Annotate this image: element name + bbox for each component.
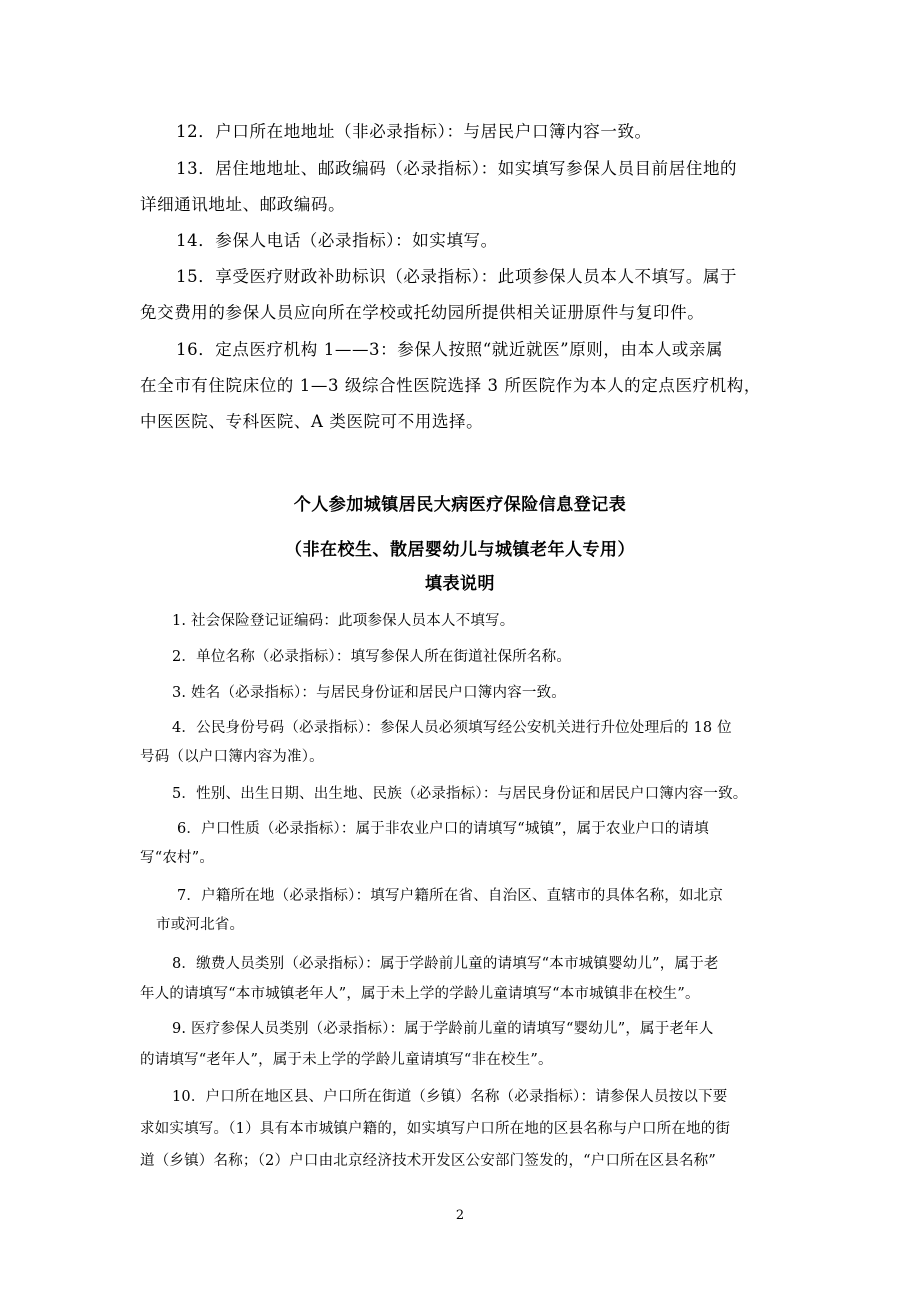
item-2: 2．单位名称（必录指标）：填写参保人所在街道社保所名称。 <box>172 649 572 665</box>
item-10-line-3: 道（乡镇）名称；（2）户口由北京经济技术开发区公安部门签发的，“户口所在区县名称” <box>140 1153 716 1169</box>
item-10-line-1: 10．户口所在地区县、户口所在街道（乡镇）名称（必录指标）：请参保人员按以下要 <box>172 1089 728 1105</box>
page-number: 2 <box>455 1208 465 1223</box>
item-16-line-3: 中医医院、专科医院、A 类医院可不用选择。 <box>140 412 484 431</box>
item-5: 5．性别、出生日期、出生地、民族（必录指标）：与居民身份证和居民户口簿内容一致。 <box>172 786 748 802</box>
item-3: 3. 姓名（必录指标）：与居民身份证和居民户口簿内容一致。 <box>172 685 566 701</box>
form-title: 个人参加城镇居民大病医疗保险信息登记表 <box>293 495 627 515</box>
item-16-line-1: 16．定点医疗机构 1——3：参保人按照“就近就医”原则，由本人或亲属 <box>176 340 724 359</box>
item-13-line-1: 13．居住地地址、邮政编码（必录指标）：如实填写参保人员目前居住地的 <box>176 159 738 178</box>
item-4-line-1: 4．公民身份号码（必录指标）：参保人员必须填写经公安机关进行升位处理后的 18 位 <box>172 720 732 736</box>
item-7-line-1: 7．户籍所在地（必录指标）：填写户籍所在省、自治区、直辖市的具体名称，如北京 <box>177 888 724 904</box>
item-15-line-2: 免交费用的参保人员应向所在学校或托幼园所提供相关证册原件与复印件。 <box>140 303 705 322</box>
item-10-line-2: 求如实填写。（1）具有本市城镇户籍的，如实填写户口所在地的区县名称与户口所在地的街 <box>140 1121 731 1137</box>
item-1: 1. 社会保险登记证编码：此项参保人员本人不填写。 <box>172 613 515 629</box>
item-15-line-1: 15．享受医疗财政补助标识（必录指标）：此项参保人员本人不填写。属于 <box>176 267 738 286</box>
item-13-line-2: 详细通讯地址、邮政编码。 <box>140 195 346 214</box>
item-16-line-2: 在全市有住院床位的 1—3 级综合性医院选择 3 所医院作为本人的定点医疗机构， <box>140 376 761 395</box>
item-4-line-2: 号码（以户口簿内容为准）。 <box>140 749 324 765</box>
item-6-line-2: 写“农村”。 <box>140 850 215 866</box>
item-14: 14．参保人电话（必录指标）：如实填写。 <box>176 231 498 250</box>
form-subtitle: （非在校生、散居婴幼儿与城镇老年人专用） <box>285 540 635 560</box>
item-8-line-2: 年人的请填写“本市城镇老年人”，属于未上学的学龄儿童请填写“本市城镇非在校生”。 <box>140 986 700 1002</box>
item-6-line-1: 6．户口性质（必录指标）：属于非农业户口的请填写“城镇”，属于农业户口的请填 <box>177 821 709 837</box>
item-9-line-2: 的请填写“老年人”，属于未上学的学龄儿童请填写“非在校生”。 <box>140 1052 553 1068</box>
instructions-heading: 填表说明 <box>425 574 495 594</box>
item-7-line-2: 市或河北省。 <box>156 917 245 933</box>
item-8-line-1: 8．缴费人员类别（必录指标）：属于学龄前儿童的请填写“本市城镇婴幼儿”，属于老 <box>172 956 719 972</box>
item-12: 12．户口所在地地址（非必录指标）：与居民户口簿内容一致。 <box>176 122 652 141</box>
item-9-line-1: 9. 医疗参保人员类别（必录指标）：属于学龄前儿童的请填写“婴幼儿”，属于老年人 <box>172 1021 714 1037</box>
